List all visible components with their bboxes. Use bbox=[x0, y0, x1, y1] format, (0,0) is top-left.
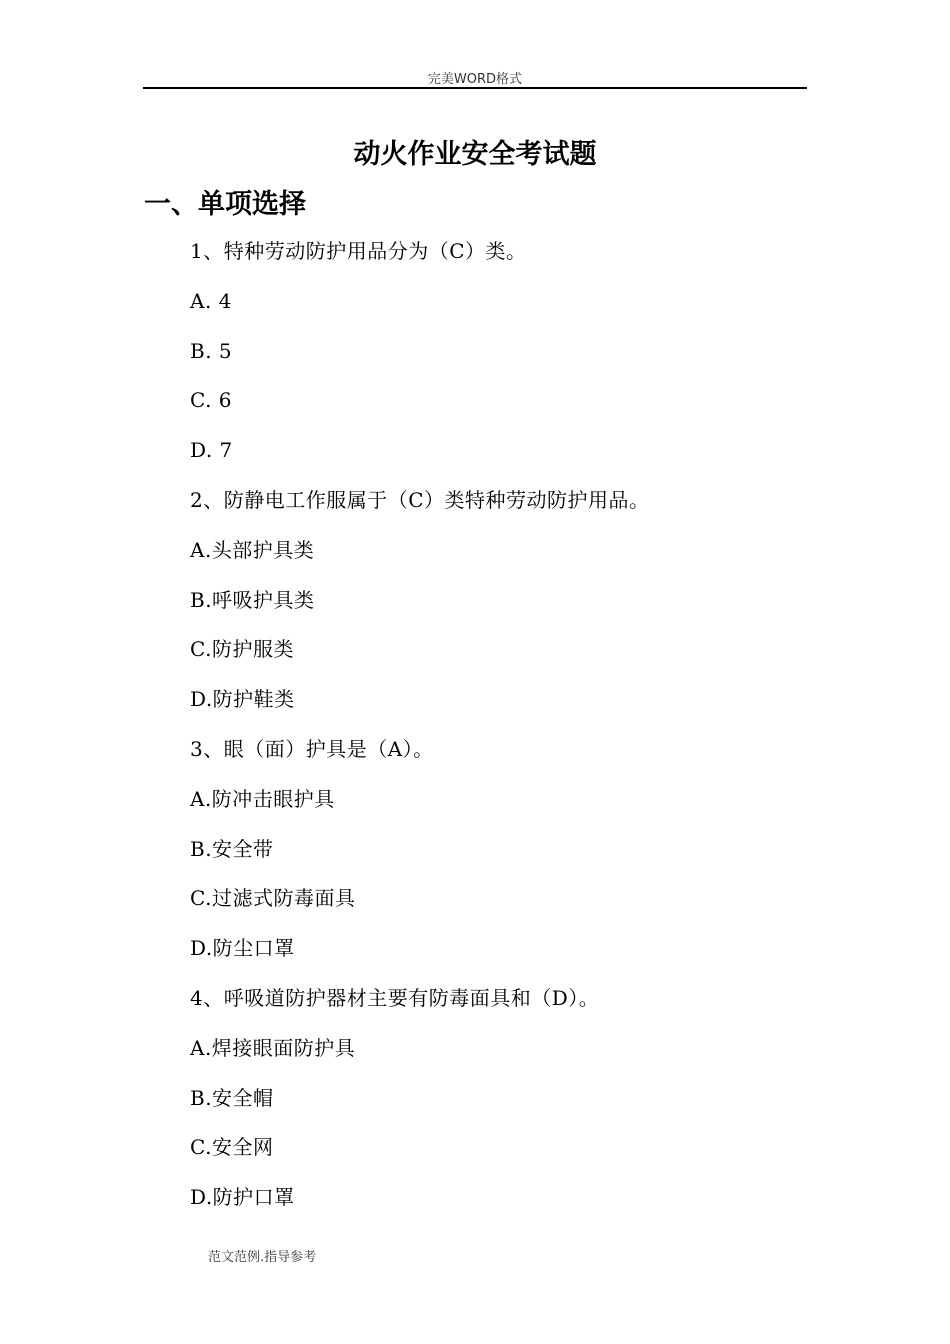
option-b: B.安全带 bbox=[190, 836, 274, 861]
option-d: D.防护鞋类 bbox=[190, 687, 295, 712]
option-a: A. 4 bbox=[190, 288, 232, 313]
question-text: 2、防静电工作服属于（C）类特种劳动防护用品。 bbox=[190, 487, 650, 512]
option-c: C. 6 bbox=[190, 388, 233, 413]
option-d: D.防护口罩 bbox=[190, 1185, 295, 1210]
option-c: C.防护服类 bbox=[190, 637, 294, 662]
header-text: 完美WORD格式 bbox=[427, 72, 523, 87]
option-b: B. 5 bbox=[190, 338, 233, 363]
option-a: A.防冲击眼护具 bbox=[190, 786, 335, 811]
document-title: 动火作业安全考试题 bbox=[353, 139, 597, 170]
question-3 bbox=[190, 733, 810, 982]
option-c: C.过滤式防毒面具 bbox=[190, 886, 356, 911]
question-list bbox=[190, 235, 810, 1231]
option-d: D. 7 bbox=[190, 438, 233, 463]
option-b: B.安全帽 bbox=[190, 1085, 274, 1110]
option-b: B.呼吸护具类 bbox=[190, 587, 315, 612]
option-c: C.安全网 bbox=[190, 1135, 274, 1160]
page-footer: 范文范例.指导参考 bbox=[208, 1250, 317, 1265]
question-2 bbox=[190, 484, 810, 733]
question-4 bbox=[190, 982, 810, 1231]
question-text: 4、呼吸道防护器材主要有防毒面具和（D）。 bbox=[190, 985, 600, 1010]
question-1 bbox=[190, 235, 810, 484]
question-text: 1、特种劳动防护用品分为（C）类。 bbox=[190, 239, 527, 263]
option-a: A.焊接眼面防护具 bbox=[190, 1035, 356, 1060]
option-a: A.头部护具类 bbox=[190, 537, 315, 562]
header-rule bbox=[143, 87, 807, 89]
option-d: D.防尘口罩 bbox=[190, 936, 295, 961]
section-heading: 一、单项选择 bbox=[144, 189, 306, 220]
question-text: 3、眼（面）护具是（A）。 bbox=[190, 736, 434, 761]
